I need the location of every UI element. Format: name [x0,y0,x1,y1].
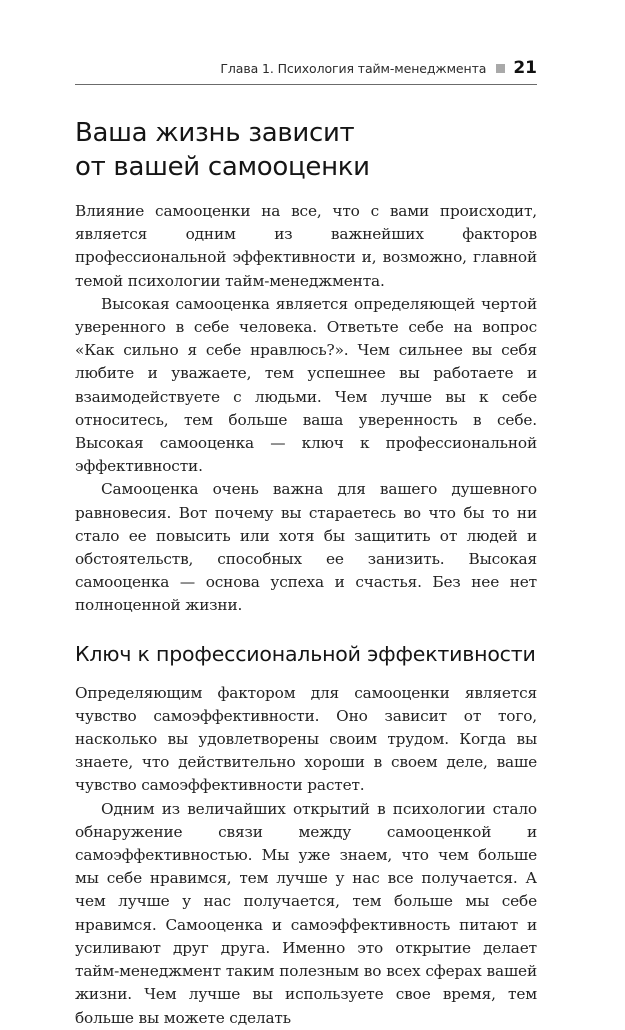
chapter-title: Глава 1. Психология тайм-менеджмента [220,60,487,76]
book-page [75,58,537,1030]
paragraph: Самооценка очень важна для вашего душевного равновесия. Вот почему вы стараетесь во что бы то ни стало ее повысить или хотя бы защитить от людей и обстоятельств, способных ее занизить. Высокая самооценка — основа успеха и счастья. Без нее нет полноценной жизни. [75,480,537,615]
section-title-line-2: от вашей самооценки [75,152,370,182]
section-title [75,116,537,184]
subsection-title: Ключ к профессиональной эффективности [75,641,536,666]
section-2-body [75,682,537,1030]
header-square-icon [496,64,505,73]
page-number: 21 [513,58,537,78]
section-1-body [75,200,537,618]
paragraph: Определяющим фактором для самооценки является чувство самоэффективности. Оно зависит от того, насколько вы удовлетворены своим трудом. Когда вы знаете, что действительно хороши в своем деле, ваше чувство самоэффективности растет. [75,683,537,795]
running-header [75,58,537,85]
section-title-line-1: Ваша жизнь зависит [75,118,355,148]
paragraph: Высокая самооценка является определяющей чертой уверенного в себе человека. Ответьте себе на вопрос «Как сильно я себе нравлюсь?». Чем сильнее вы себя любите и уважаете, тем успешнее вы работаете и взаимодействуете с людьми. Чем лучше вы к себе относитесь, тем больше ваша уверенность в себе. Высокая самооценка — ключ к профессиональной эффективности. [75,294,537,476]
paragraph: Влияние самооценки на все, что с вами происходит, является одним из важнейших факторов профессиональной эффективности и, возможно, главной темой психологии тайм-менеджмента. [75,202,537,290]
paragraph: Одним из величайших открытий в психологии стало обнаружение связи между самооценкой и самоэффективностью. Мы уже знаем, что чем больше мы себе нравимся, тем лучше у нас все получается. А чем лучше у нас получается, тем больше мы себе нравимся. Самооценка и самоэффективность питают и усиливают друг друга. Именно это открытие делает тайм-менеджмент таким полезным во всех сферах вашей жизни. Чем лучше вы используете свое время, тем больше вы можете сделать [75,799,537,1027]
